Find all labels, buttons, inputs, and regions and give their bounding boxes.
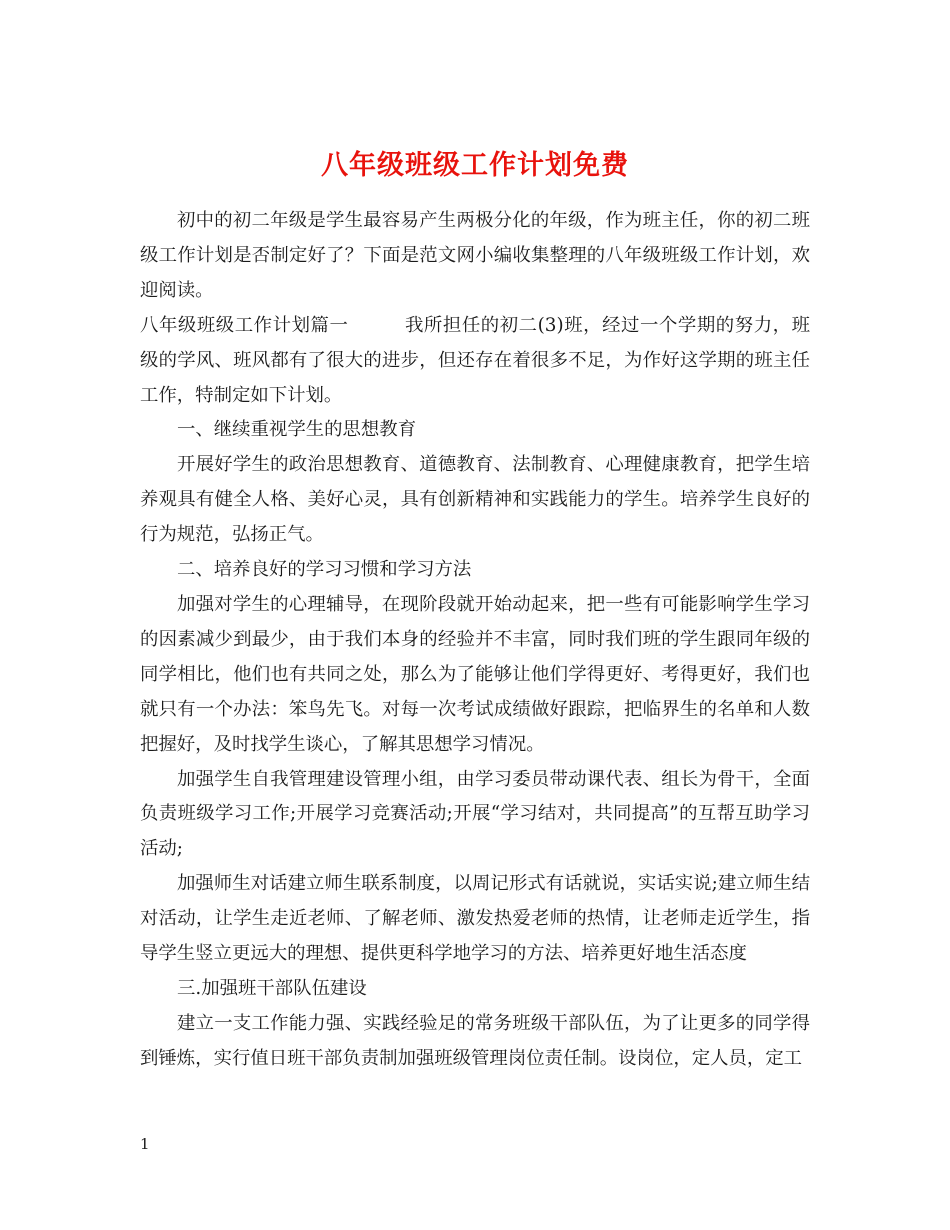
part1-text: 我所担任的初二(3)班，经过一个学期的努力，班级的学风、班风都有了很大的进步，但还存在着很多不足，为作好这学期的班主任工作，特制定如下计划。 <box>140 314 810 406</box>
section-paragraph-3: 加强学生自我管理建设管理小组，由学习委员带动课代表、组长为骨干，全面负责班级学习工作;开展学习竞赛活动;开展“学习结对，共同提高”的互帮互助学习活动; <box>140 768 810 860</box>
section-heading-2: 二、培养良好的学习习惯和学习方法 <box>177 559 472 581</box>
page-title: 八年级班级工作计划免费 <box>321 150 629 182</box>
section-paragraph-5: 建立一支工作能力强、实践经验足的常务班级干部队伍，为了让更多的同学得到锤炼，实行值日班干部负责制加强班级管理岗位责任制。设岗位，定人员，定工 <box>140 1012 810 1069</box>
part1-paragraph <box>140 309 810 414</box>
page-number: 1 <box>140 1135 150 1153</box>
document-body <box>140 204 810 1077</box>
intro-paragraph: 初中的初二年级是学生最容易产生两极分化的年级，作为班主任，你的初二班级工作计划是否制定好了？下面是范文网小编收集整理的八年级班级工作计划，欢迎阅读。 <box>140 210 810 301</box>
part1-label: 八年级班级工作计划篇一 <box>140 314 349 336</box>
section-paragraph-1: 开展好学生的政治思想教育、道德教育、法制教育、心理健康教育，把学生培养观具有健全人格、美好心灵，具有创新精神和实践能力的学生。培养学生良好的行为规范，弘扬正气。 <box>140 454 810 546</box>
section-paragraph-2: 加强对学生的心理辅导，在现阶段就开始动起来，把一些有可能影响学生学习的因素减少到最少，由于我们本身的经验并不丰富，同时我们班的学生跟同年级的同学相比，他们也有共同之处，那么为了能够让他们学得更好、考得更好，我们也就只有一个办法：笨鸟先飞。对每一次考试成绩做好跟踪，把临界生的名单和人数把握好，及时找学生谈心，了解其思想学习情况。 <box>140 593 810 755</box>
section-heading-3: 三.加强班干部队伍建设 <box>177 977 367 999</box>
section-heading-1: 一、继续重视学生的思想教育 <box>177 419 417 441</box>
section-paragraph-4: 加强师生对话建立师生联系制度，以周记形式有话就说，实话实说;建立师生结对活动，让学生走近老师、了解老师、激发热爱老师的热情，让老师走近学生，指导学生竖立更远大的理想、提供更科学地学习的方法、培养更好地生活态度 <box>140 873 810 965</box>
